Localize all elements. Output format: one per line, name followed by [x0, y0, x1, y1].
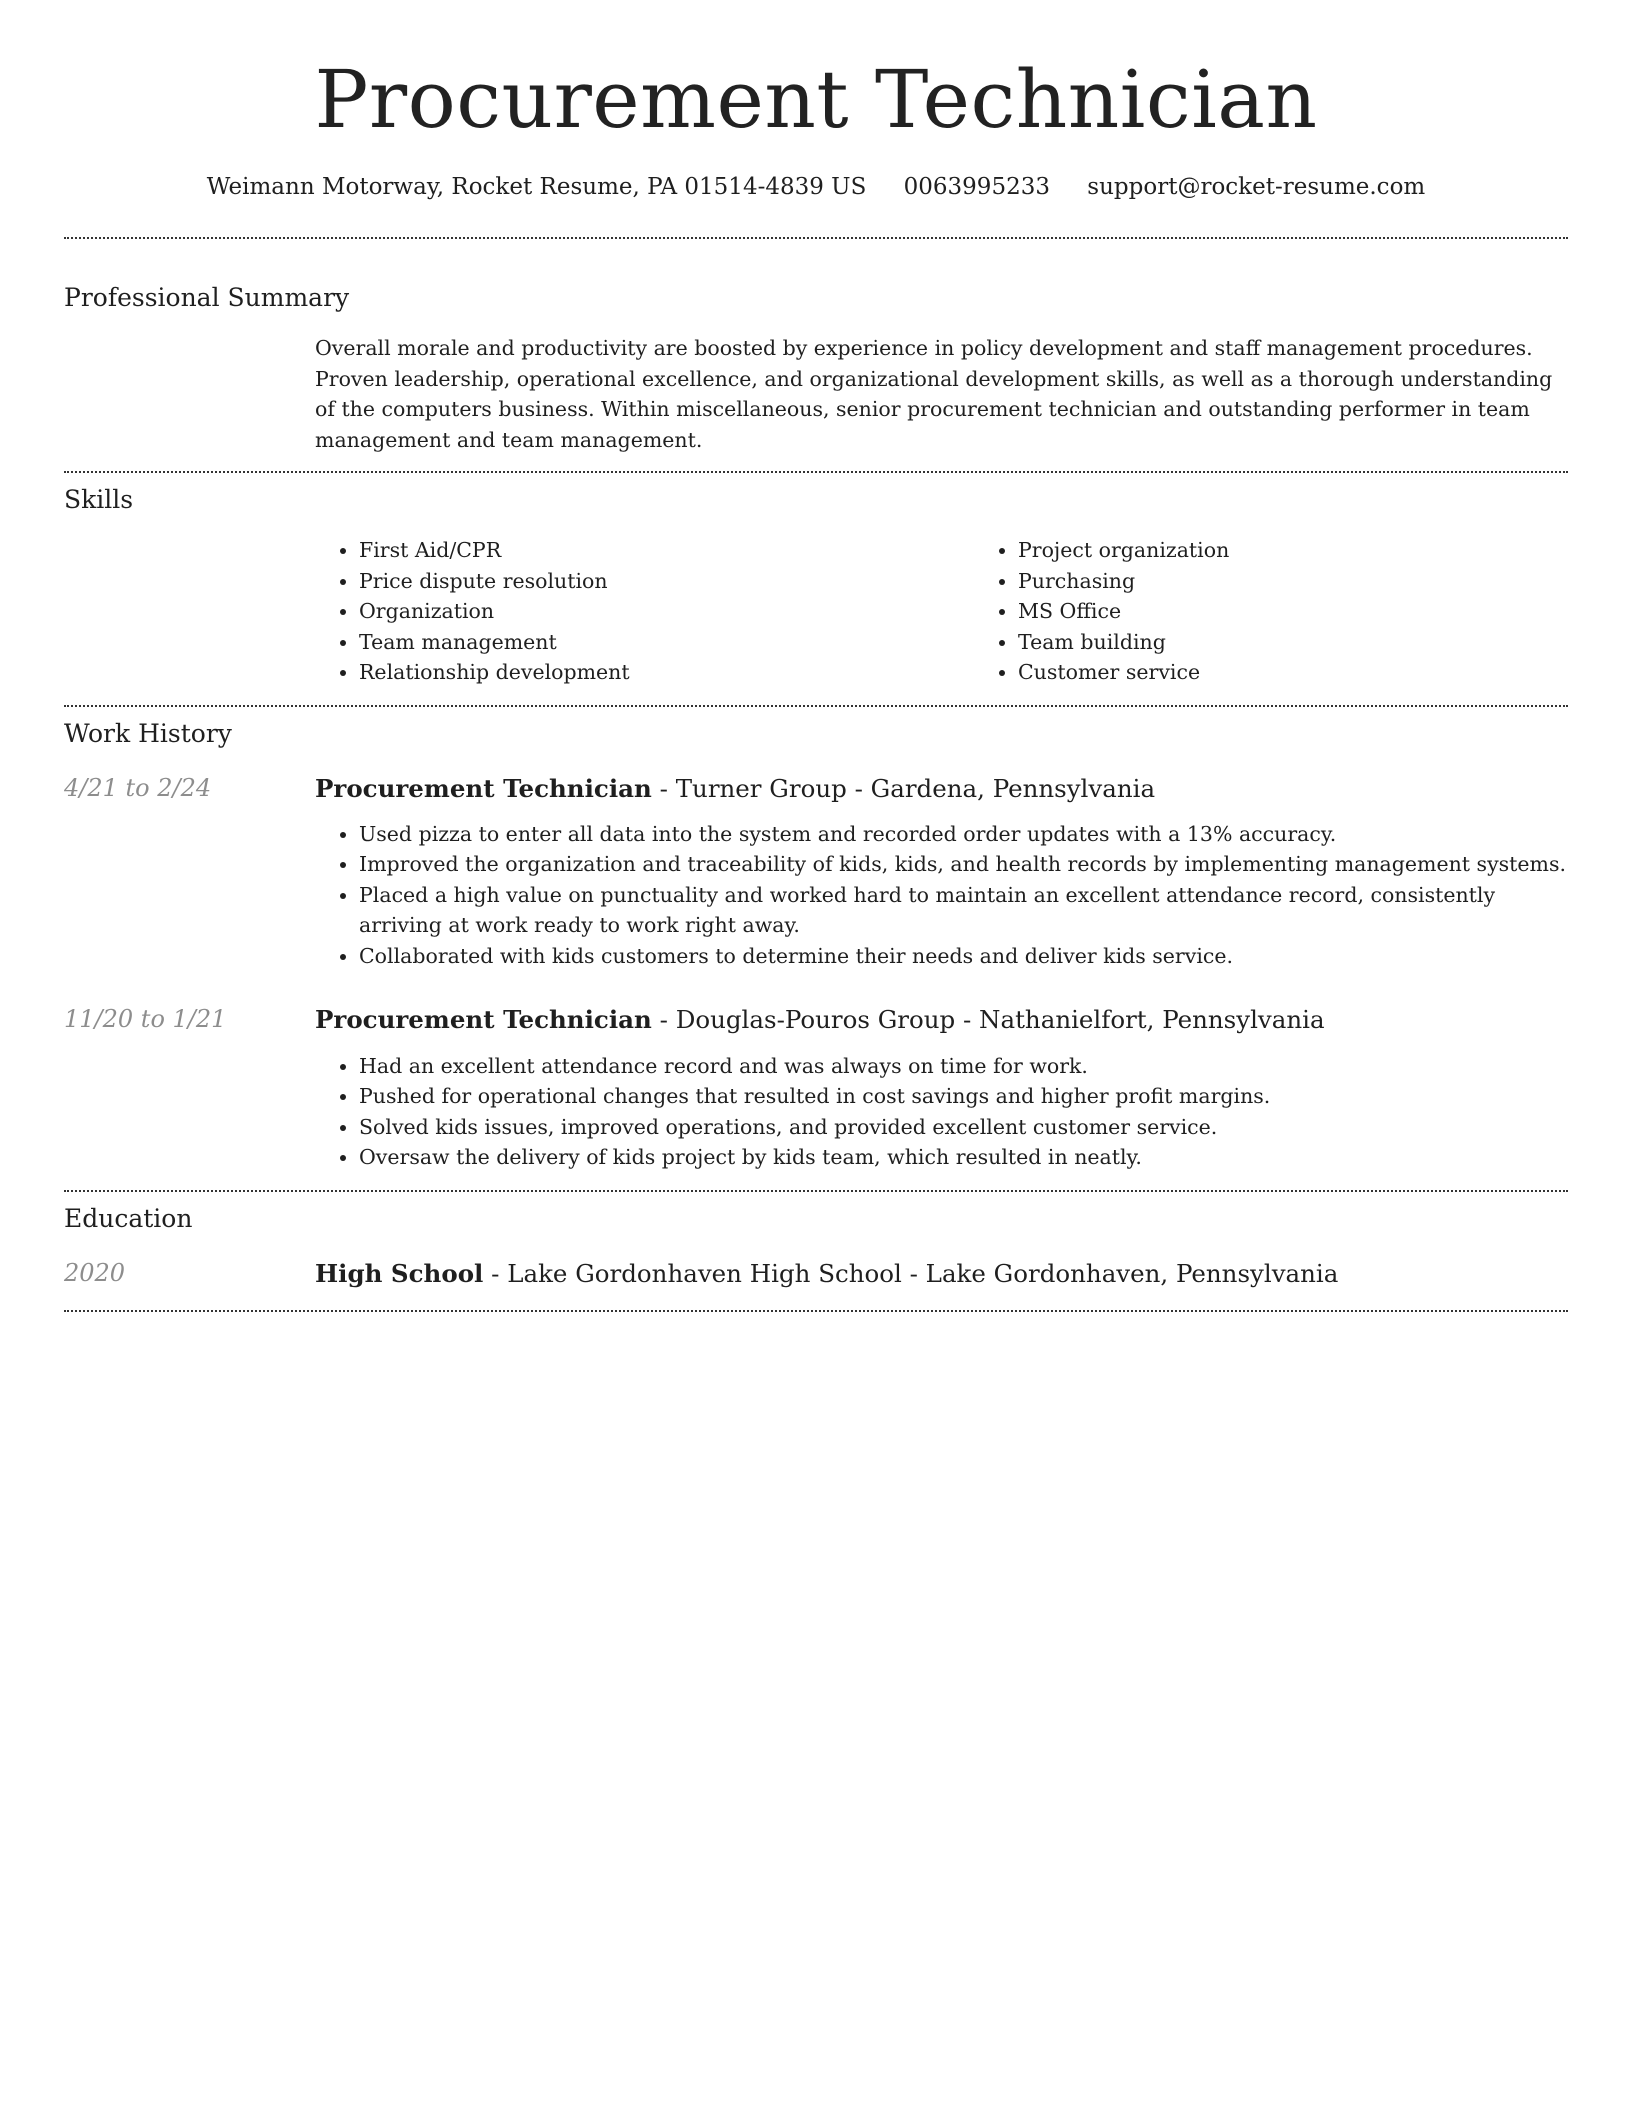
skill-item: • Team management: [359, 627, 974, 658]
summary-body: [315, 333, 1568, 455]
contact-line: [64, 174, 1568, 200]
skills-list-1: [315, 535, 974, 688]
skills-grid: [315, 535, 1632, 688]
job-entry: [64, 1005, 1568, 1172]
skill-item: • Relationship development: [359, 657, 974, 688]
skills-left-spacer: [64, 535, 315, 688]
job-bullets: [315, 819, 1568, 972]
job-company: - Douglas-Pouros Group - Nathanielfort, Pennsylvania: [651, 1005, 1325, 1035]
education-heading: Education: [64, 1203, 193, 1233]
skills-section: [64, 485, 1568, 688]
summary-section: [64, 283, 1568, 455]
divider: [64, 705, 1568, 707]
education-year: 2020: [64, 1258, 126, 1287]
job-bullet: • Had an excellent attendance record and was always on time for work.: [359, 1051, 1568, 1082]
work-heading: Work History: [64, 718, 232, 748]
job-role: Procurement Technician: [315, 773, 652, 803]
job-entry: [64, 774, 1568, 972]
summary-text: Overall morale and productivity are boosted by experience in policy development and staff management procedures. Proven leadership, operational excellence, and organizational development skills, as well as a thorough understanding of the computers business. Within miscellaneous, senior procurement technician and outstanding performer in team management and team management.: [315, 336, 1553, 452]
skill-item: • Team building: [1018, 627, 1632, 658]
job-bullet: • Placed a high value on punctuality and worked hard to maintain an excellent attendance record, consistently arriving at work ready to work right away.: [359, 880, 1568, 941]
skill-item: • Price dispute resolution: [359, 566, 974, 597]
skill-item: • MS Office: [1018, 596, 1632, 627]
contact-address: Weimann Motorway, Rocket Resume, PA 01514-4839 US: [206, 174, 867, 200]
job-company: - Turner Group - Gardena, Pennsylvania: [651, 773, 1156, 803]
skills-row: [64, 535, 1568, 688]
job-body: [315, 1005, 1568, 1172]
job-title: [315, 1005, 1568, 1034]
work-section: [64, 719, 1568, 1173]
skills-heading: Skills: [64, 485, 134, 514]
skills-list-2: [974, 535, 1632, 688]
divider: [64, 1310, 1568, 1312]
job-bullets: [315, 1051, 1568, 1173]
summary-heading: Professional Summary: [64, 283, 350, 312]
summary-left-spacer: [64, 333, 315, 455]
job-bullet: • Collaborated with kids customers to determine their needs and deliver kids service.: [359, 941, 1568, 972]
education-entry: [64, 1259, 1568, 1288]
summary-row: [64, 333, 1568, 455]
divider: [64, 471, 1568, 473]
education-school: - Lake Gordonhaven High School - Lake Gordonhaven, Pennsylvania: [483, 1258, 1339, 1288]
divider: [64, 237, 1568, 239]
job-bullet: • Improved the organization and traceability of kids, kids, and health records by implementing management systems.: [359, 849, 1568, 880]
education-body: [315, 1259, 1568, 1288]
job-bullet: • Used pizza to enter all data into the system and recorded order updates with a 13% accuracy.: [359, 819, 1568, 850]
job-body: [315, 774, 1568, 972]
job-bullet: • Solved kids issues, improved operations, and provided excellent customer service.: [359, 1112, 1568, 1143]
job-bullet: • Oversaw the delivery of kids project by kids team, which resulted in neatly.: [359, 1142, 1568, 1173]
skill-item: • Organization: [359, 596, 974, 627]
skill-item: • Project organization: [1018, 535, 1632, 566]
job-bullet: • Pushed for operational changes that resulted in cost savings and higher profit margins.: [359, 1081, 1568, 1112]
job-dates: 11/20 to 1/21: [64, 1005, 227, 1034]
job-dates: 4/21 to 2/24: [64, 773, 212, 802]
education-section: [64, 1204, 1568, 1288]
contact-email: support@rocket-resume.com: [1087, 174, 1426, 200]
contact-phone: 0063995233: [903, 174, 1050, 200]
candidate-name: Procurement Technician: [314, 53, 1318, 146]
education-title: [315, 1259, 1568, 1288]
divider: [64, 1190, 1568, 1192]
skill-item: • First Aid/CPR: [359, 535, 974, 566]
skill-item: • Purchasing: [1018, 566, 1632, 597]
skill-item: • Customer service: [1018, 657, 1632, 688]
education-degree: High School: [315, 1258, 484, 1288]
job-role: Procurement Technician: [315, 1005, 652, 1035]
job-title: [315, 774, 1568, 803]
